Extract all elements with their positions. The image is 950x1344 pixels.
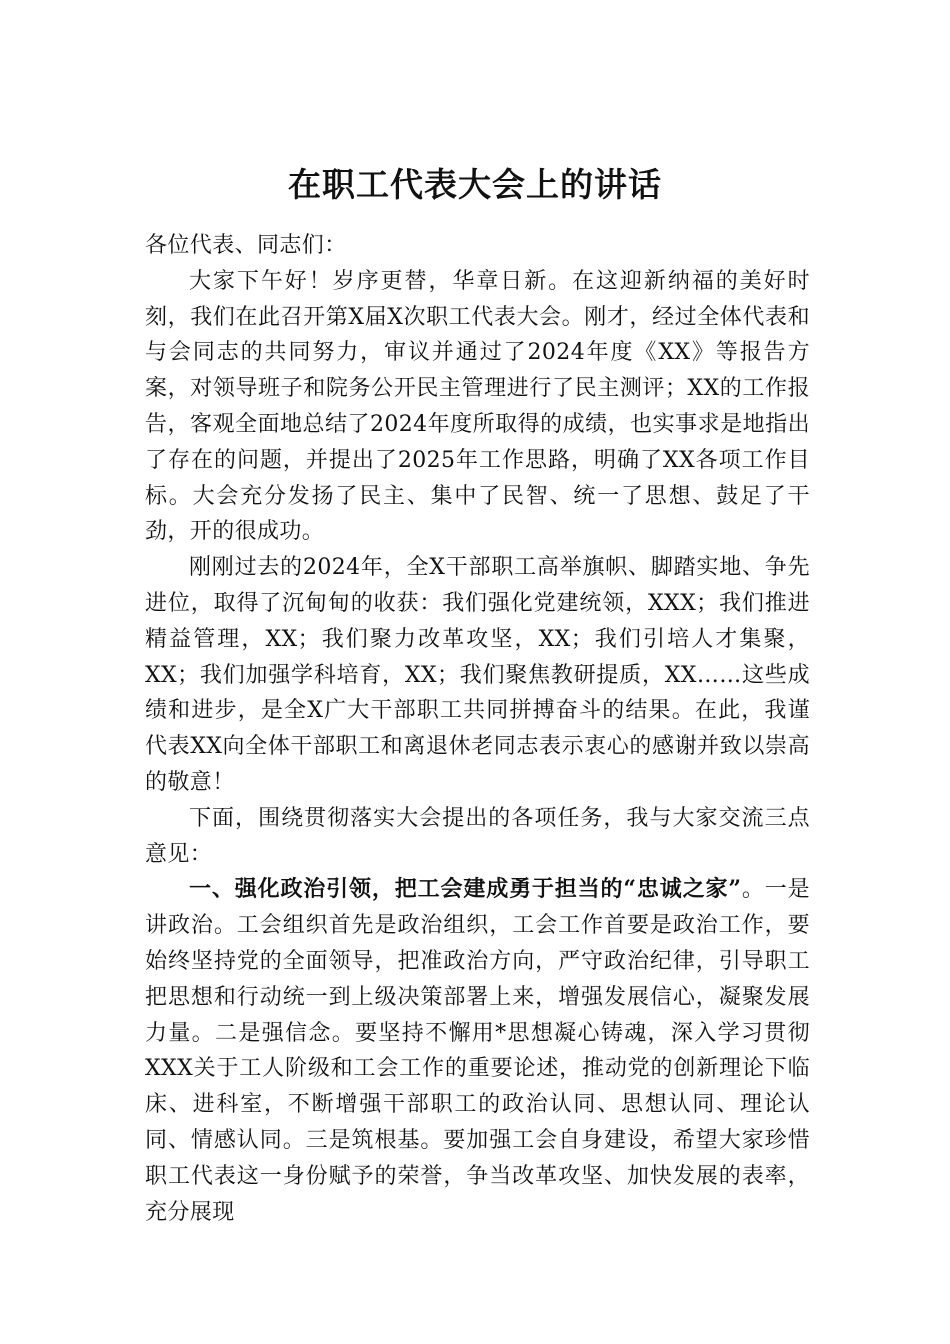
- document-body: [145, 228, 810, 1230]
- section-one-text: 。一是讲政治。工会组织首先是政治组织，工会工作首要是政治工作，要始终坚持党的全面领导，把准政治方向，严守政治纪律，引导职工把思想和行动统一到上级决策部署上来，增强发展信心，凝聚发展力量。二是强信念。要坚持不懈用*思想凝心铸魂，深入学习贯彻XXX关于工人阶级和工会工作的重要论述，推动党的创新理论下临床、进科室，不断增强干部职工的政治认同、思想认同、理论认同、情感认同。三是筑根基。要加强工会自身建设，希望大家珍惜职工代表这一身份赋予的荣誉，争当改革攻坚、加快发展的表率，充分展现: [145, 877, 811, 1225]
- paragraph-transition: 下面，围绕贯彻落实大会提出的各项任务，我与大家交流三点意见：: [145, 805, 810, 867]
- section-one-heading: 一、强化政治引领，把工会建成勇于担当的“忠诚之家”: [189, 876, 742, 903]
- section-one-paragraph: [145, 872, 810, 1230]
- paragraph-opening: 大家下午好！岁序更替，华章日新。在这迎新纳福的美好时刻，我们在此召开第X届X次职工代表大会。刚才，经过全体代表和与会同志的共同努力，审议并通过了2024年度《XX》等报告方案，对领导班子和院务公开民主管理进行了民主测评；XX的工作报告，客观全面地总结了2024年度所取得的成绩，也实事求是地指出了存在的问题，并提出了2025年工作思路，明确了XX各项工作目标。大会充分发扬了民主、集中了民智、统一了思想、鼓足了干劲，开的很成功。: [145, 268, 810, 545]
- paragraph-achievements: 刚刚过去的2024年，全X干部职工高举旗帜、脚踏实地、争先进位，取得了沉甸甸的收获：我们强化党建统领，XXX；我们推进精益管理，XX；我们聚力改革攻坚，XX；我们引培人才集聚，XX；我们加强学科培育，XX；我们聚焦教研提质，XX……这些成绩和进步，是全X广大干部职工共同拼搏奋斗的结果。在此，我谨代表XX向全体干部职工和离退休老同志表示衷心的感谢并致以崇高的敬意！: [145, 555, 810, 795]
- salutation: 各位代表、同志们：: [145, 233, 347, 258]
- document-title: 在职工代表大会上的讲话: [288, 165, 662, 204]
